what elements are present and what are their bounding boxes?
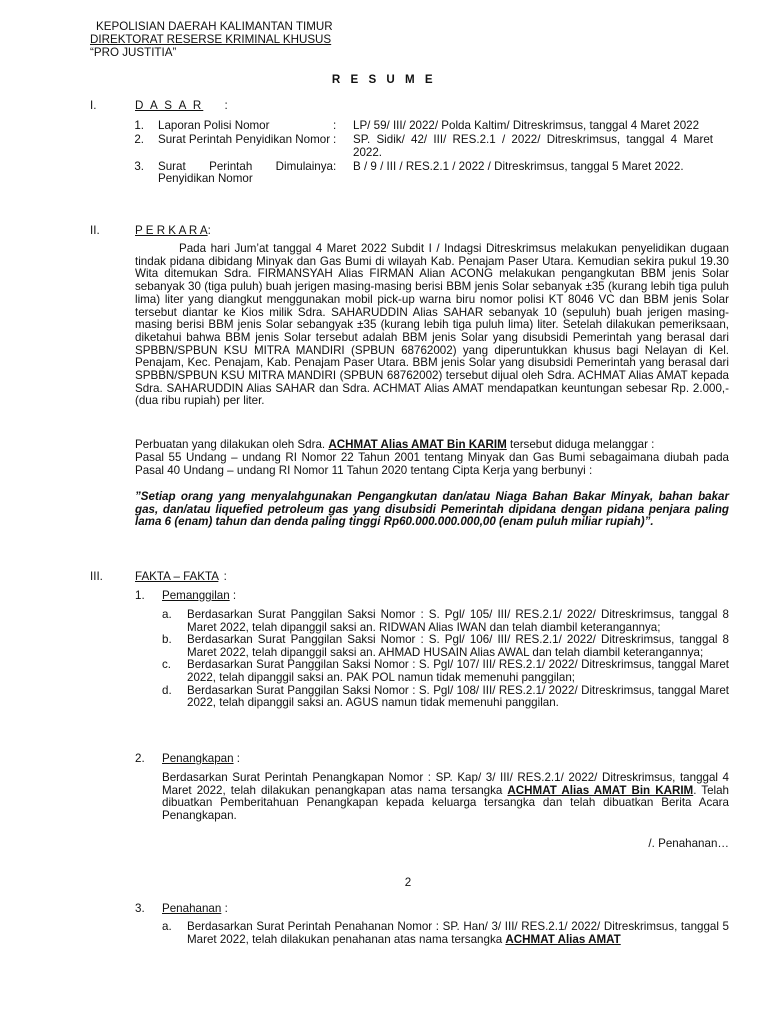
- fakta-colon: :: [223, 570, 227, 583]
- violation-prefix: Perbuatan yang dilakukan oleh Sdra.: [135, 438, 326, 451]
- continuation-note: /. Penahanan…: [648, 837, 729, 850]
- fakta-title: FAKTA – FAKTA: [135, 570, 219, 583]
- list-letter: a.: [162, 920, 172, 933]
- penahanan-colon: :: [224, 902, 228, 915]
- list-item: [162, 685, 729, 710]
- suspect-name: ACHMAT Alias AMAT Bin KARIM: [328, 438, 507, 451]
- dasar-value: B / 9 / III / RES.2.1 / 2022 / Ditreskrimsus, tanggal 5 Maret 2022.: [353, 159, 684, 173]
- penahanan-num: 3.: [135, 902, 145, 915]
- pemanggilan-colon: :: [232, 589, 237, 602]
- list-letter: a.: [162, 608, 172, 621]
- pemanggilan-title: Pemanggilan: [162, 589, 230, 602]
- header-line-police: KEPOLISIAN DAERAH KALIMANTAN TIMUR: [96, 20, 333, 33]
- penangkapan-title: Penangkapan: [162, 752, 234, 765]
- law-reference: Pasal 55 Undang – undang RI Nomor 22 Tahun 2001 tentang Minyak dan Gas Bumi sebagaimana diubah pada Pasal 40 Undang – undang RI Nomor 11 Tahun 2020 tentang Cipta Kerja yang berbunyi :: [135, 451, 729, 477]
- dasar-value: SP. Sidik/ 42/ III/ RES.2.1 / 2022/ Ditreskrimsus, tanggal 4 Maret 2022.: [353, 133, 713, 159]
- dasar-num: 1.: [134, 119, 144, 132]
- penahanan-prefix: Berdasarkan Surat Perintah Penahanan Nomor : SP. Han/ 3/ III/ RES.2.1/ 2022/ Ditreskrimsus, tanggal 5 Maret 2022, telah dilakukan penahanan atas nama tersangka: [187, 920, 729, 946]
- penangkapan-num: 2.: [135, 752, 145, 765]
- list-text: Berdasarkan Surat Panggilan Saksi Nomor : S. Pgl/ 106/ III/ RES.2.1/ 2022/ Ditreskrimsus, tanggal 8 Maret 2022, telah dipanggil saksi an. AHMAD HUSAIN Alias AWAL dan telah diambil keterangannya;: [187, 633, 729, 659]
- section-roman-2: II.: [90, 224, 100, 237]
- list-text: [187, 921, 729, 946]
- section-heading-dasar: [135, 99, 228, 112]
- dasar-value: LP/ 59/ III/ 2022/ Polda Kaltim/ Ditreskrimsus, tanggal 4 Maret 2022: [353, 119, 700, 132]
- dasar-row: 2. Surat Perintah Penyidikan Nomor : SP. Sidik/ 42/ III/ RES.2.1 / 2022/ Ditreskrimsus, tanggal 4 Maret 2022.: [130, 134, 730, 159]
- list-letter: b.: [162, 633, 172, 647]
- header-line-directorate: DIREKTORAT RESERSE KRIMINAL KHUSUS: [90, 33, 332, 46]
- dasar-table: [130, 120, 730, 187]
- violation-statement: [135, 439, 729, 452]
- penahanan-heading: [162, 902, 228, 915]
- penahanan-list: [162, 921, 729, 946]
- list-item: [162, 659, 729, 684]
- section-roman-3: III.: [90, 570, 103, 583]
- perkara-title: P E R K A R A: [135, 224, 208, 237]
- suspect-name: ACHMAT Alias AMAT Bin KARIM: [507, 783, 694, 797]
- penangkapan-suffix: . Telah dibuatkan Pemberitahuan Penangkapan kepada keluarga tersangka dan telah dibuatkan Berita Acara Penangkapan.: [162, 783, 729, 823]
- penahanan-title: Penahanan: [162, 902, 222, 915]
- dasar-colon: :: [224, 99, 228, 112]
- dasar-num: 2.: [134, 133, 144, 147]
- pemanggilan-num: 1.: [135, 589, 145, 602]
- list-text: Berdasarkan Surat Panggilan Saksi Nomor : S. Pgl/ 108/ III/ RES.2.1/ 2022/ Ditreskrimsus, tanggal Maret 2022, telah dipanggil saksi an. AGUS namun tidak memenuhi panggilan.: [187, 683, 729, 710]
- section-heading-fakta: [135, 570, 227, 583]
- pemanggilan-heading: [162, 589, 236, 602]
- suspect-name: ACHMAT Alias AMAT: [505, 932, 621, 946]
- dasar-label: Laporan Polisi Nomor: [158, 119, 270, 132]
- document-title: R E S U M E: [331, 73, 437, 86]
- dasar-label: Surat Perintah Dimulainya Penyidikan Nomor: [158, 159, 333, 186]
- list-letter: d.: [162, 683, 172, 697]
- penangkapan-text: [162, 772, 729, 823]
- section-roman-1: I.: [90, 99, 97, 112]
- perkara-colon: :: [207, 224, 211, 237]
- penangkapan-prefix: Berdasarkan Surat Perintah Penangkapan Nomor : SP. Kap/ 3/ III/ RES.2.1/ 2022/ Ditreskrimsus, tanggal 4 Maret 2022, telah dilakukan penangkapan atas nama tersangka: [162, 771, 729, 797]
- violation-suffix: tersebut diduga melanggar :: [510, 438, 655, 451]
- dasar-row: 1. Laporan Polisi Nomor : LP/ 59/ III/ 2022/ Polda Kaltim/ Ditreskrimsus, tanggal 4 Maret 2022: [130, 120, 730, 133]
- law-quote: ”Setiap orang yang menyalahgunakan Pengangkutan dan/atau Niaga Bahan Bakar Minyak, bahan bakar gas, dan/atau liquefied petroleum gas yang disubsidi Pemerintah dipidana dengan pidana penjara paling lama 6 (enam) tahun dan denda paling tinggi Rp60.000.000.000,00 (enam puluh miliar rupiah)”.: [135, 490, 729, 529]
- penangkapan-colon: :: [236, 752, 241, 765]
- list-letter: c.: [162, 658, 172, 672]
- pemanggilan-list: [162, 609, 729, 710]
- agency-header: [90, 20, 333, 59]
- perkara-paragraph: Pada hari Jum’at tanggal 4 Maret 2022 Subdit I / Indagsi Ditreskrimsus melakukan penyelidikan dugaan tindak pidana dibidang Minyak dan Gas Bumi di wilayah Kab. Penajam Paser Utara. Kemudian sekira pukul 19.30 Wita ditemukan Sdra. FIRMANSYAH Alias FIRMAN Alian ACONG melakukan pengangkutan BBM jenis Solar sebanyak 30 (tiga puluh) buah jerigen masing-masing berisi BBM jenis Solar sebanyak ±35 (kurang lebih tiga puluh lima) liter yang diangkut menggunakan mobil pick-up warna biru nomor polisi KT 8046 VC dan BBM jenis Solar tersebut diantar ke Kios milik Sdra. SAHARUDDIN Alias SAHAR sebanyak 10 (sepuluh) buah jerigen masing-masing berisi BBM jenis Solar sebangyak ±35 (kurang lebih tiga puluh lima) liter. Setelah dilakukan pemeriksaan, diketahui bahwa BBM jenis Solar tersebut adalah BBM jenis Solar yang disubsidi Pemerintah yang berasal dari SPBBN/SPBUN KSU MITRA MANDIRI (SPBUN 68762002) yang diperuntukkan khusus bagi Nelayan di Kel. Penajam, Kec. Penajam, Kab. Penajam Paser Utara. BBM jenis Solar yang disubsidi Pemerintah yang berasal dari SPBBN/SPBUN KSU MITRA MANDIRI (SPBUN 68762002) tersebut dijual oleh Sdra. ACHMAT Alias AMAT kepada Sdra. SAHARUDDIN Alias SAHAR dan Sdra. ACHMAT Alias AMAT mendapatkan keuntungan sebesar Rp. 2.000,- (dua ribu rupiah) per liter.: [135, 242, 729, 408]
- dasar-title: D A S A R: [135, 99, 204, 112]
- section-heading-perkara: [135, 224, 211, 237]
- list-item: [162, 921, 729, 946]
- list-item: [162, 634, 729, 659]
- list-text: Berdasarkan Surat Panggilan Saksi Nomor : S. Pgl/ 107/ III/ RES.2.1/ 2022/ Ditreskrimsus, tanggal Maret 2022, telah dipanggil saksi an. PAK POL namun tidak memenuhi panggilan;: [187, 658, 729, 684]
- page-number: 2: [404, 876, 412, 889]
- dasar-label: Surat Perintah Penyidikan Nomor: [158, 133, 331, 147]
- header-line-pro-justitia: “PRO JUSTITIA”: [90, 46, 177, 59]
- dasar-num: 3.: [134, 159, 144, 173]
- dasar-row: 3. Surat Perintah Dimulainya Penyidikan Nomor : B / 9 / III / RES.2.1 / 2022 / Ditreskrimsus, tanggal 5 Maret 2022.: [130, 161, 730, 186]
- list-text: Berdasarkan Surat Panggilan Saksi Nomor : S. Pgl/ 105/ III/ RES.2.1/ 2022/ Ditreskrimsus, tanggal 8 Maret 2022, telah dipanggil saksi an. RIDWAN Alias IWAN dan telah diambil keterangannya;: [187, 608, 729, 634]
- penangkapan-heading: [162, 752, 240, 765]
- list-item: [162, 609, 729, 634]
